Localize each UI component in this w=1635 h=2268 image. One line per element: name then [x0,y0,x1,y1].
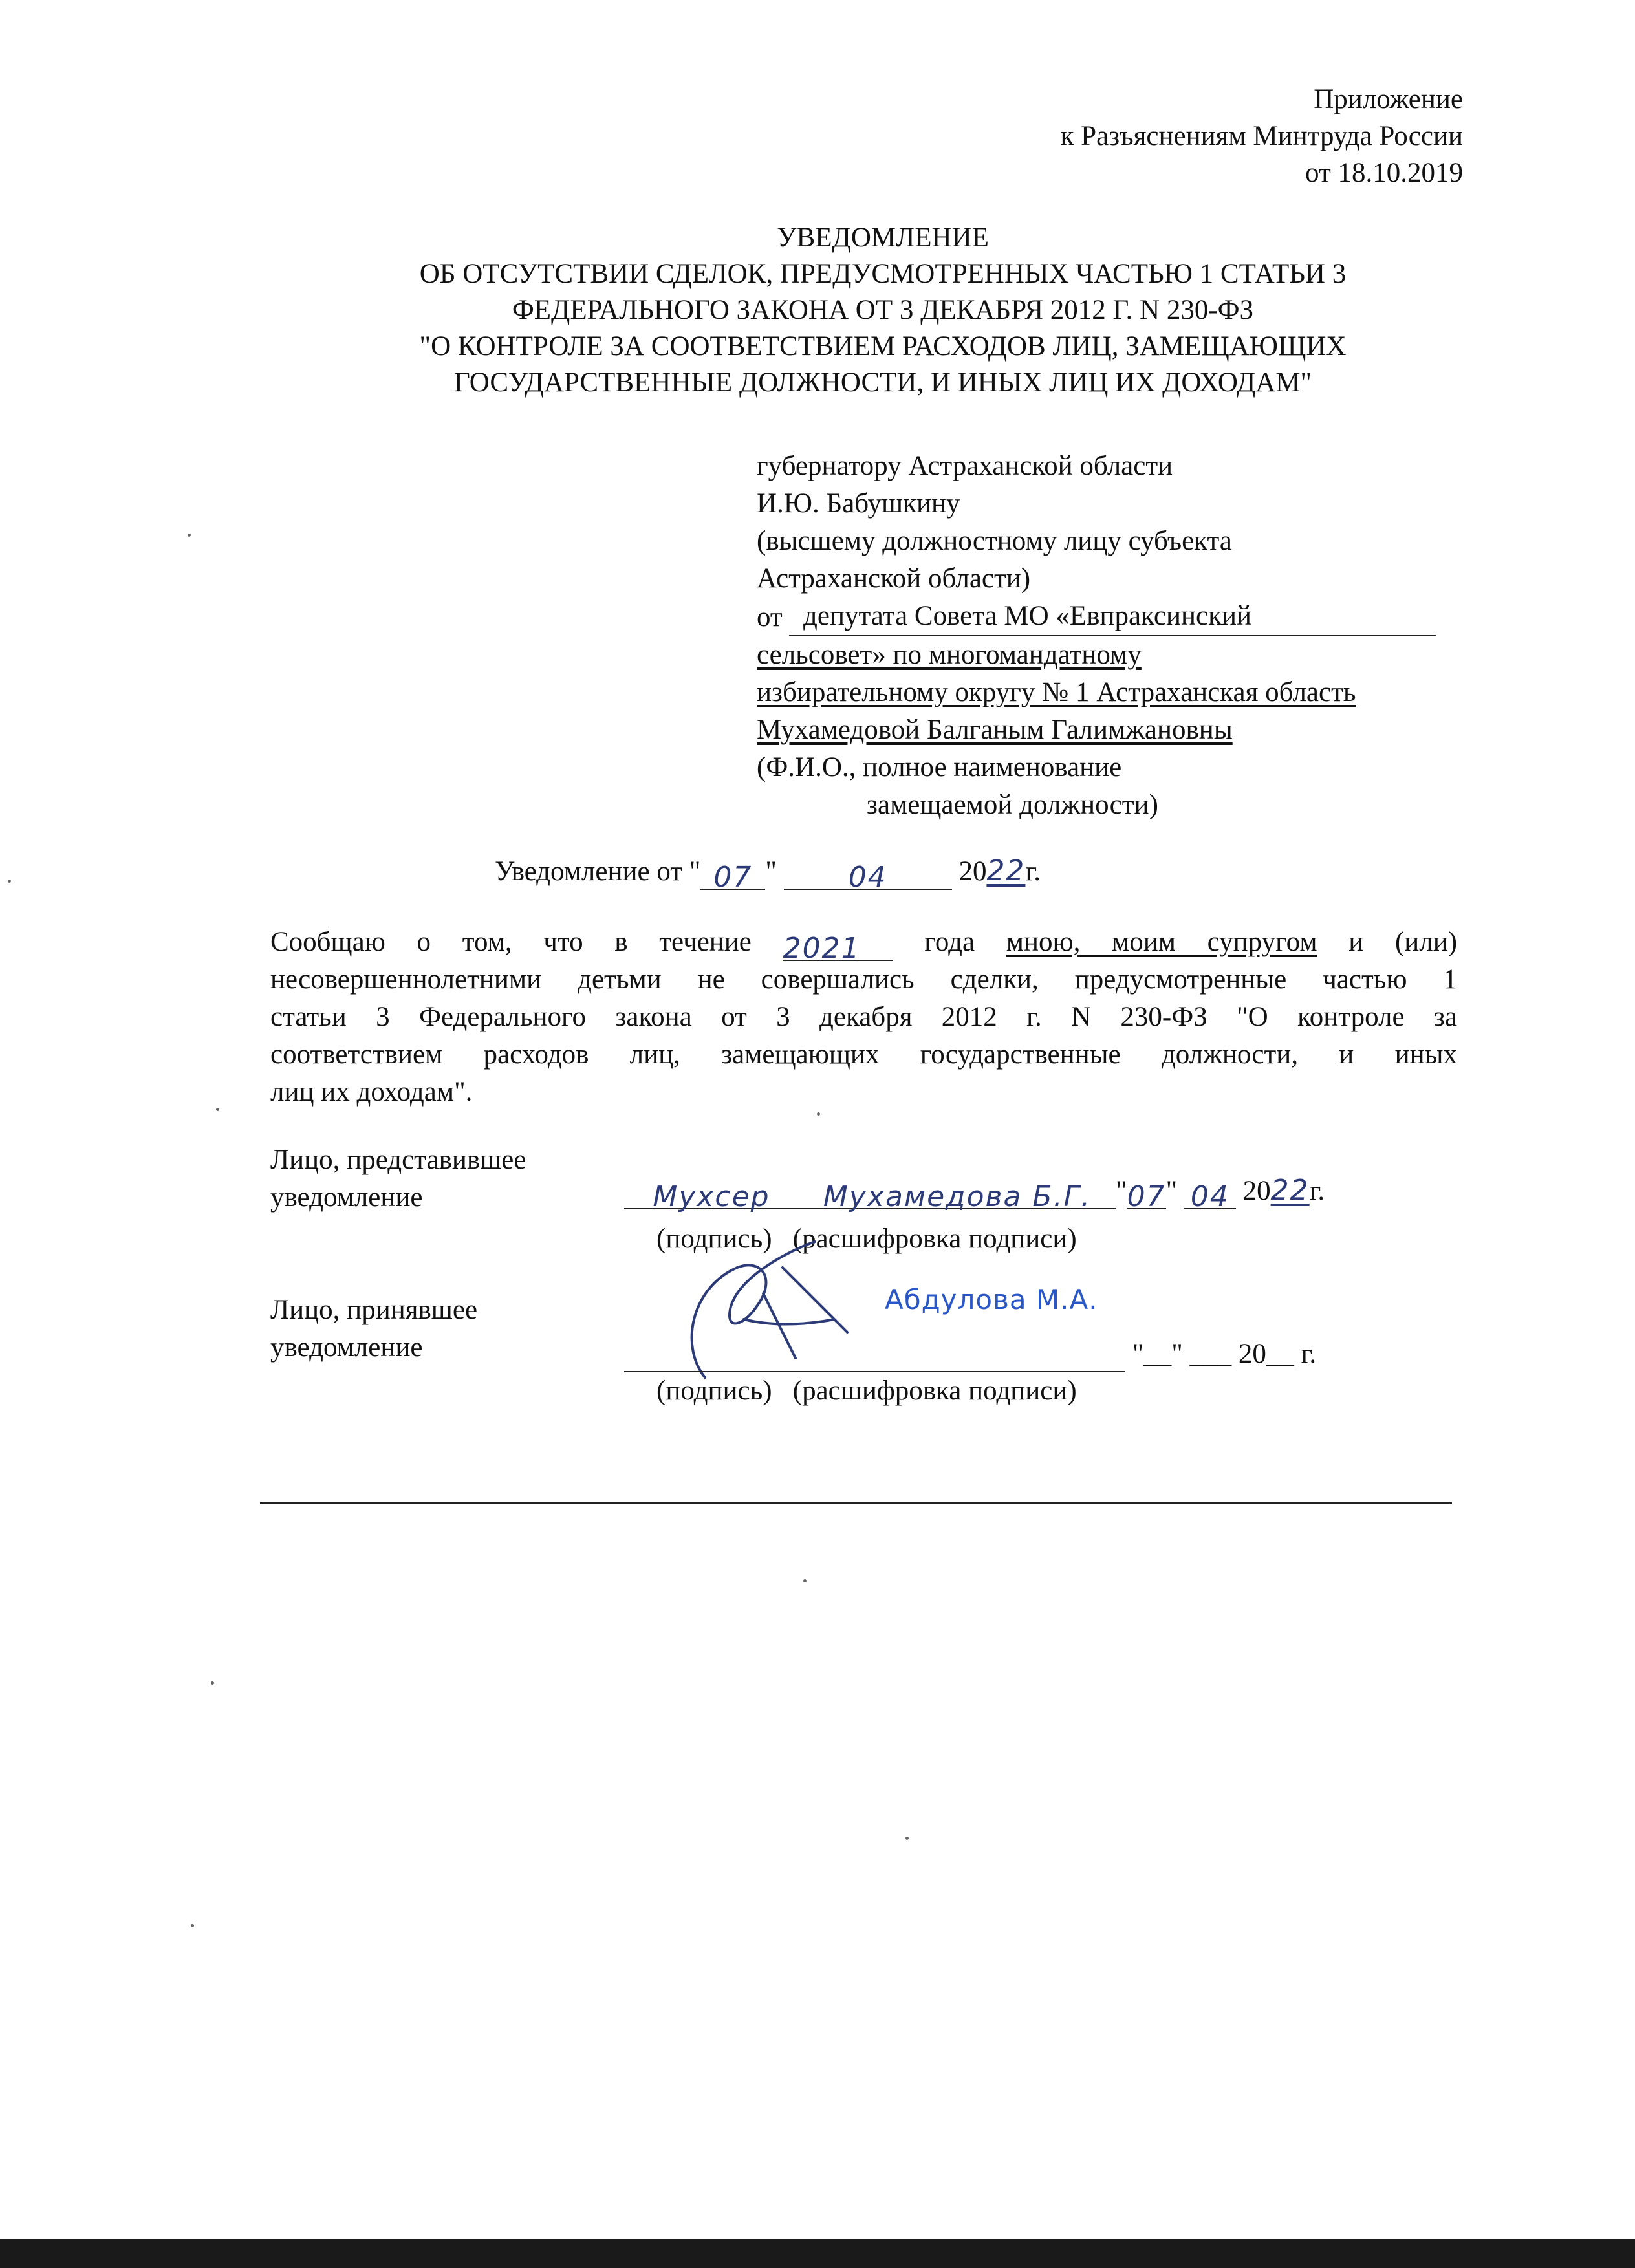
body-line-2: несовершеннолетними детьми не совершались сделки, предусмотренные частью 1 [270,964,1457,995]
scan-speck [817,1112,820,1116]
body-year-value: 2021 [783,932,861,965]
notice-day-field [700,859,765,894]
submitter-day-field [1127,1178,1166,1213]
receiver-caption-sign: (подпись) [656,1376,772,1406]
scan-speck [803,1579,807,1582]
body-line-5: лиц их доходам". [270,1077,473,1107]
from-caption-2: замещаемой должности) [867,790,1158,820]
appendix-line-2: к Разъяснениям Минтруда России [1060,121,1463,151]
submitter-caption-decode: (расшифровка подписи) [792,1224,1077,1254]
body-line-4: соответствием расходов лиц, замещающих государственные должности, и иных [270,1039,1457,1070]
submitter-label-2: уведомление [270,1182,423,1213]
scan-speck [8,880,11,883]
addressee-line-4: Астраханской области) [757,563,1031,594]
submitter-label [270,1141,607,1216]
body-year-field [783,930,893,965]
from-prefix: от [757,602,783,632]
receiver-date-text: "__" ___ 20__ г. [1132,1339,1317,1369]
bottom-divider [260,1502,1452,1504]
receiver-captions [656,1372,1239,1409]
submitter-year: 22 [1270,1174,1310,1207]
from-line-1 [757,598,1468,636]
submitter-suffix: г. [1309,1176,1325,1206]
addressee-line-3: (высшему должностному лицу субъекта [757,526,1232,556]
from-line-2 [757,636,1468,674]
submitter-signature-line: Мухсер Мухамедова Б.Г. "07" 04 2022г. [624,1172,1387,1209]
notice-day-value: 07 [713,861,753,894]
submitter-label-1: Лицо, представившее [270,1145,526,1175]
receiver-caption-decode: (расшифровка подписи) [792,1376,1077,1406]
title-line-3: ФЕДЕРАЛЬНОГО ЗАКОНА ОТ 3 ДЕКАБРЯ 2012 Г. N 230-ФЗ [512,295,1254,325]
receiver-name-field [802,1341,1125,1372]
submitter-signature: Мухсер [653,1180,770,1213]
submitter-month-field [1184,1178,1236,1213]
body-lead-2: года [924,927,975,957]
from-value-3: избирательному округу № 1 Астраханская область [757,677,1356,707]
notice-year-value: 22 [986,854,1026,887]
submitter-day: 07 [1127,1180,1166,1213]
receiver-stamp-name: Абдулова М.А. [885,1284,1098,1315]
submitter-caption-sign: (подпись) [656,1224,772,1254]
submitter-year-prefix: 20 [1242,1176,1271,1206]
from-value-2: сельсовет» по многомандатному [757,640,1142,670]
from-value-4: Мухамедовой Балганым Галимжановны [757,715,1233,745]
submitter-name: Мухамедова Б.Г. [823,1180,1092,1213]
title-line-5: ГОСУДАРСТВЕННЫЕ ДОЛЖНОСТИ, И ИНЫХ ЛИЦ ИХ ДОХОДАМ" [453,367,1312,398]
receiver-signature-line [624,1335,1387,1372]
title-line-4: "О КОНТРОЛЕ ЗА СООТВЕТСТВИЕМ РАСХОДОВ ЛИЦ, ЗАМЕЩАЮЩИХ [419,331,1347,362]
body-line-3: статьи 3 Федерального закона от 3 декабря 2012 г. N 230-ФЗ "О контроле за [270,1002,1457,1032]
notice-date-suffix: г. [1025,856,1041,887]
submitter-month: 04 [1190,1180,1229,1213]
scan-speck [191,1924,194,1927]
notice-year-prefix: 20 [958,856,987,887]
receiver-label-1: Лицо, принявшее [270,1295,478,1325]
receiver-label-2: уведомление [270,1332,423,1363]
from-caption-1: (Ф.И.О., полное наименование [757,752,1122,783]
submitter-name-field [799,1178,1116,1213]
appendix-block [841,81,1463,191]
body-persons: мною, моим супругом [1006,927,1317,957]
document-title [278,220,1488,401]
title-line-1: УВЕДОМЛЕНИЕ [777,222,989,253]
notice-month-field [784,859,952,894]
from-line-3 [757,674,1468,711]
notice-date-line [495,852,1400,894]
addressee-block [757,448,1468,824]
from-value-1: депутата Совета МО «Евпраксинский [803,601,1252,631]
submitter-signature-field [624,1178,799,1213]
body-line-1 [270,923,1458,965]
body-lead-1: Сообщаю о том, что в течение [270,927,752,957]
notice-date-mid: " [765,856,777,887]
appendix-line-1: Приложение [1314,84,1463,114]
notice-body [270,923,1457,1111]
addressee-line-1: губернатору Астраханской области [757,451,1173,481]
receiver-label [270,1291,607,1366]
receiver-signature-field [624,1341,802,1372]
scan-speck [216,1108,219,1111]
scan-edge-bar [0,2239,1635,2268]
addressee-line-2: И.Ю. Бабушкину [757,488,960,519]
scan-speck [188,534,191,537]
notice-month-value: 04 [848,861,887,894]
scan-speck [905,1837,909,1840]
appendix-line-3: от 18.10.2019 [1305,158,1463,188]
notice-date-prefix: Уведомление от " [495,856,701,887]
from-field-1 [789,598,1436,636]
title-line-2: ОБ ОТСУТСТВИИ СДЕЛОК, ПРЕДУСМОТРЕННЫХ ЧАСТЬЮ 1 СТАТЬИ 3 [419,259,1347,289]
body-lead-3: и (или) [1348,927,1458,957]
scan-speck [211,1681,214,1685]
from-line-4 [757,711,1468,749]
